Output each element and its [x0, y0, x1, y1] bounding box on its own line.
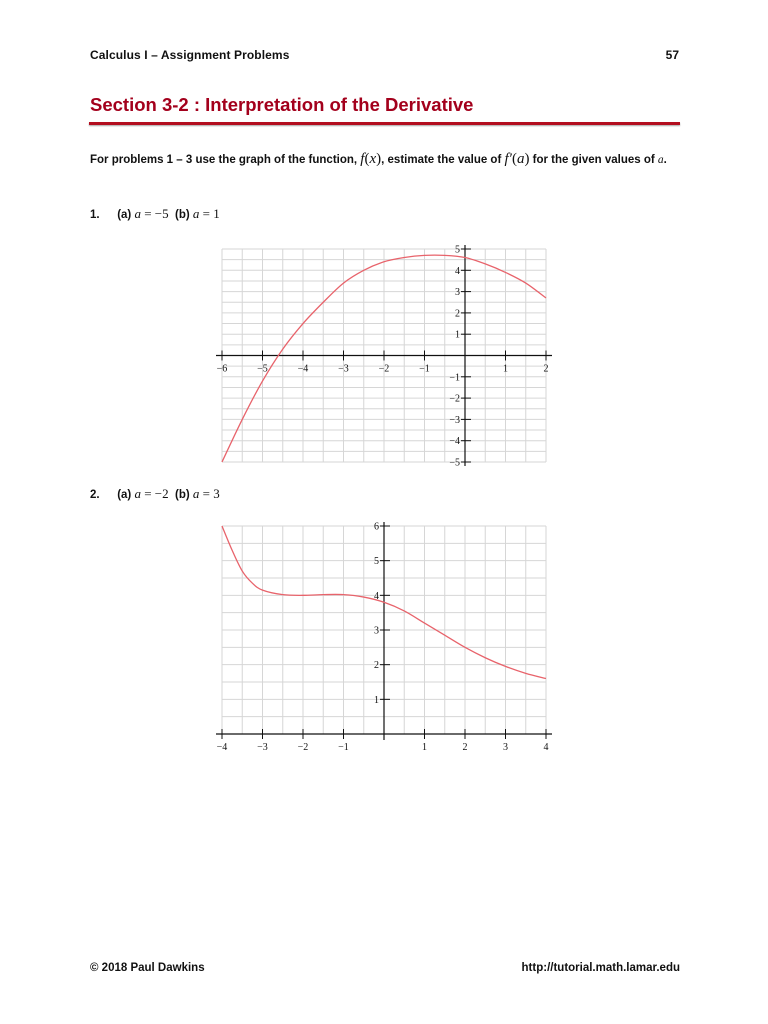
y-tick-label: 6: [374, 521, 379, 533]
page-number: 57: [665, 48, 679, 62]
x-tick-label: 1: [422, 742, 427, 753]
part-a-value: a = −2: [134, 486, 169, 501]
x-tick-label: −4: [216, 742, 228, 753]
part-b-value: a = 3: [192, 486, 220, 501]
variable-a: a: [657, 154, 664, 166]
x-tick-label: −6: [216, 363, 228, 375]
problem-2: [90, 486, 220, 502]
y-tick-label: −3: [449, 414, 460, 426]
x-tick-label: 1: [503, 363, 508, 375]
instructions-end: .: [663, 154, 667, 166]
x-tick-label: −2: [297, 742, 309, 753]
x-tick-label: −3: [338, 363, 349, 375]
x-tick-label: 4: [543, 742, 549, 753]
instructions-text-1: For problems 1 – 3 use the graph of the function,: [90, 154, 358, 166]
y-tick-label: 2: [374, 660, 379, 672]
y-tick-label: 2: [455, 308, 460, 320]
function-name: f: [360, 151, 365, 167]
part-a-label: (a): [117, 489, 132, 501]
y-tick-label: 5: [374, 556, 379, 568]
instructions: [90, 148, 680, 172]
derivative-arg: a: [516, 151, 525, 167]
function-graph-2: [200, 516, 565, 756]
problem-number: 1.: [90, 209, 100, 221]
x-tick-label: −2: [378, 363, 390, 375]
x-tick-label: 3: [503, 742, 508, 753]
x-tick-label: 2: [543, 363, 549, 375]
y-tick-label: −2: [449, 393, 460, 405]
y-tick-label: −5: [449, 457, 460, 468]
instructions-text-3: for the given values of: [532, 154, 655, 166]
derivative-name: f′: [504, 151, 512, 167]
derivative-notation: f′(a): [504, 151, 530, 167]
function-notation: f(x): [360, 151, 382, 167]
x-tick-label: −5: [257, 363, 268, 375]
part-b-label: (b): [175, 489, 190, 501]
part-a-value: a = −5: [134, 206, 169, 221]
y-tick-label: 1: [374, 694, 379, 706]
chart-svg: [200, 516, 565, 756]
y-tick-label: −4: [449, 436, 460, 448]
y-tick-label: 1: [455, 329, 460, 341]
part-a-label: (a): [117, 209, 132, 221]
website-url: http://tutorial.math.lamar.edu: [521, 962, 680, 974]
part-b-label: (b): [175, 209, 190, 221]
x-tick-label: −1: [419, 363, 430, 375]
y-tick-label: 4: [374, 590, 379, 602]
y-tick-label: 3: [455, 287, 460, 299]
y-tick-label: 3: [374, 625, 379, 637]
problem-1: [90, 206, 220, 222]
x-tick-label: −4: [297, 363, 309, 375]
instructions-text-2: , estimate the value of: [381, 154, 502, 166]
running-header: Calculus I – Assignment Problems: [90, 48, 290, 62]
x-tick-label: 2: [462, 742, 468, 753]
function-arg: x: [369, 151, 377, 167]
title-underline: [89, 122, 680, 125]
x-tick-label: −3: [257, 742, 268, 753]
chart-svg: [200, 240, 565, 468]
part-b-value: a = 1: [192, 206, 220, 221]
problem-number: 2.: [90, 489, 100, 501]
x-tick-label: −1: [338, 742, 349, 753]
y-tick-label: 4: [455, 265, 460, 277]
y-tick-label: −1: [449, 372, 460, 384]
y-tick-label: 5: [455, 244, 460, 256]
function-graph-1: [200, 240, 565, 468]
section-title: Section 3-2 : Interpretation of the Derivative: [90, 94, 474, 115]
copyright: © 2018 Paul Dawkins: [90, 962, 205, 974]
